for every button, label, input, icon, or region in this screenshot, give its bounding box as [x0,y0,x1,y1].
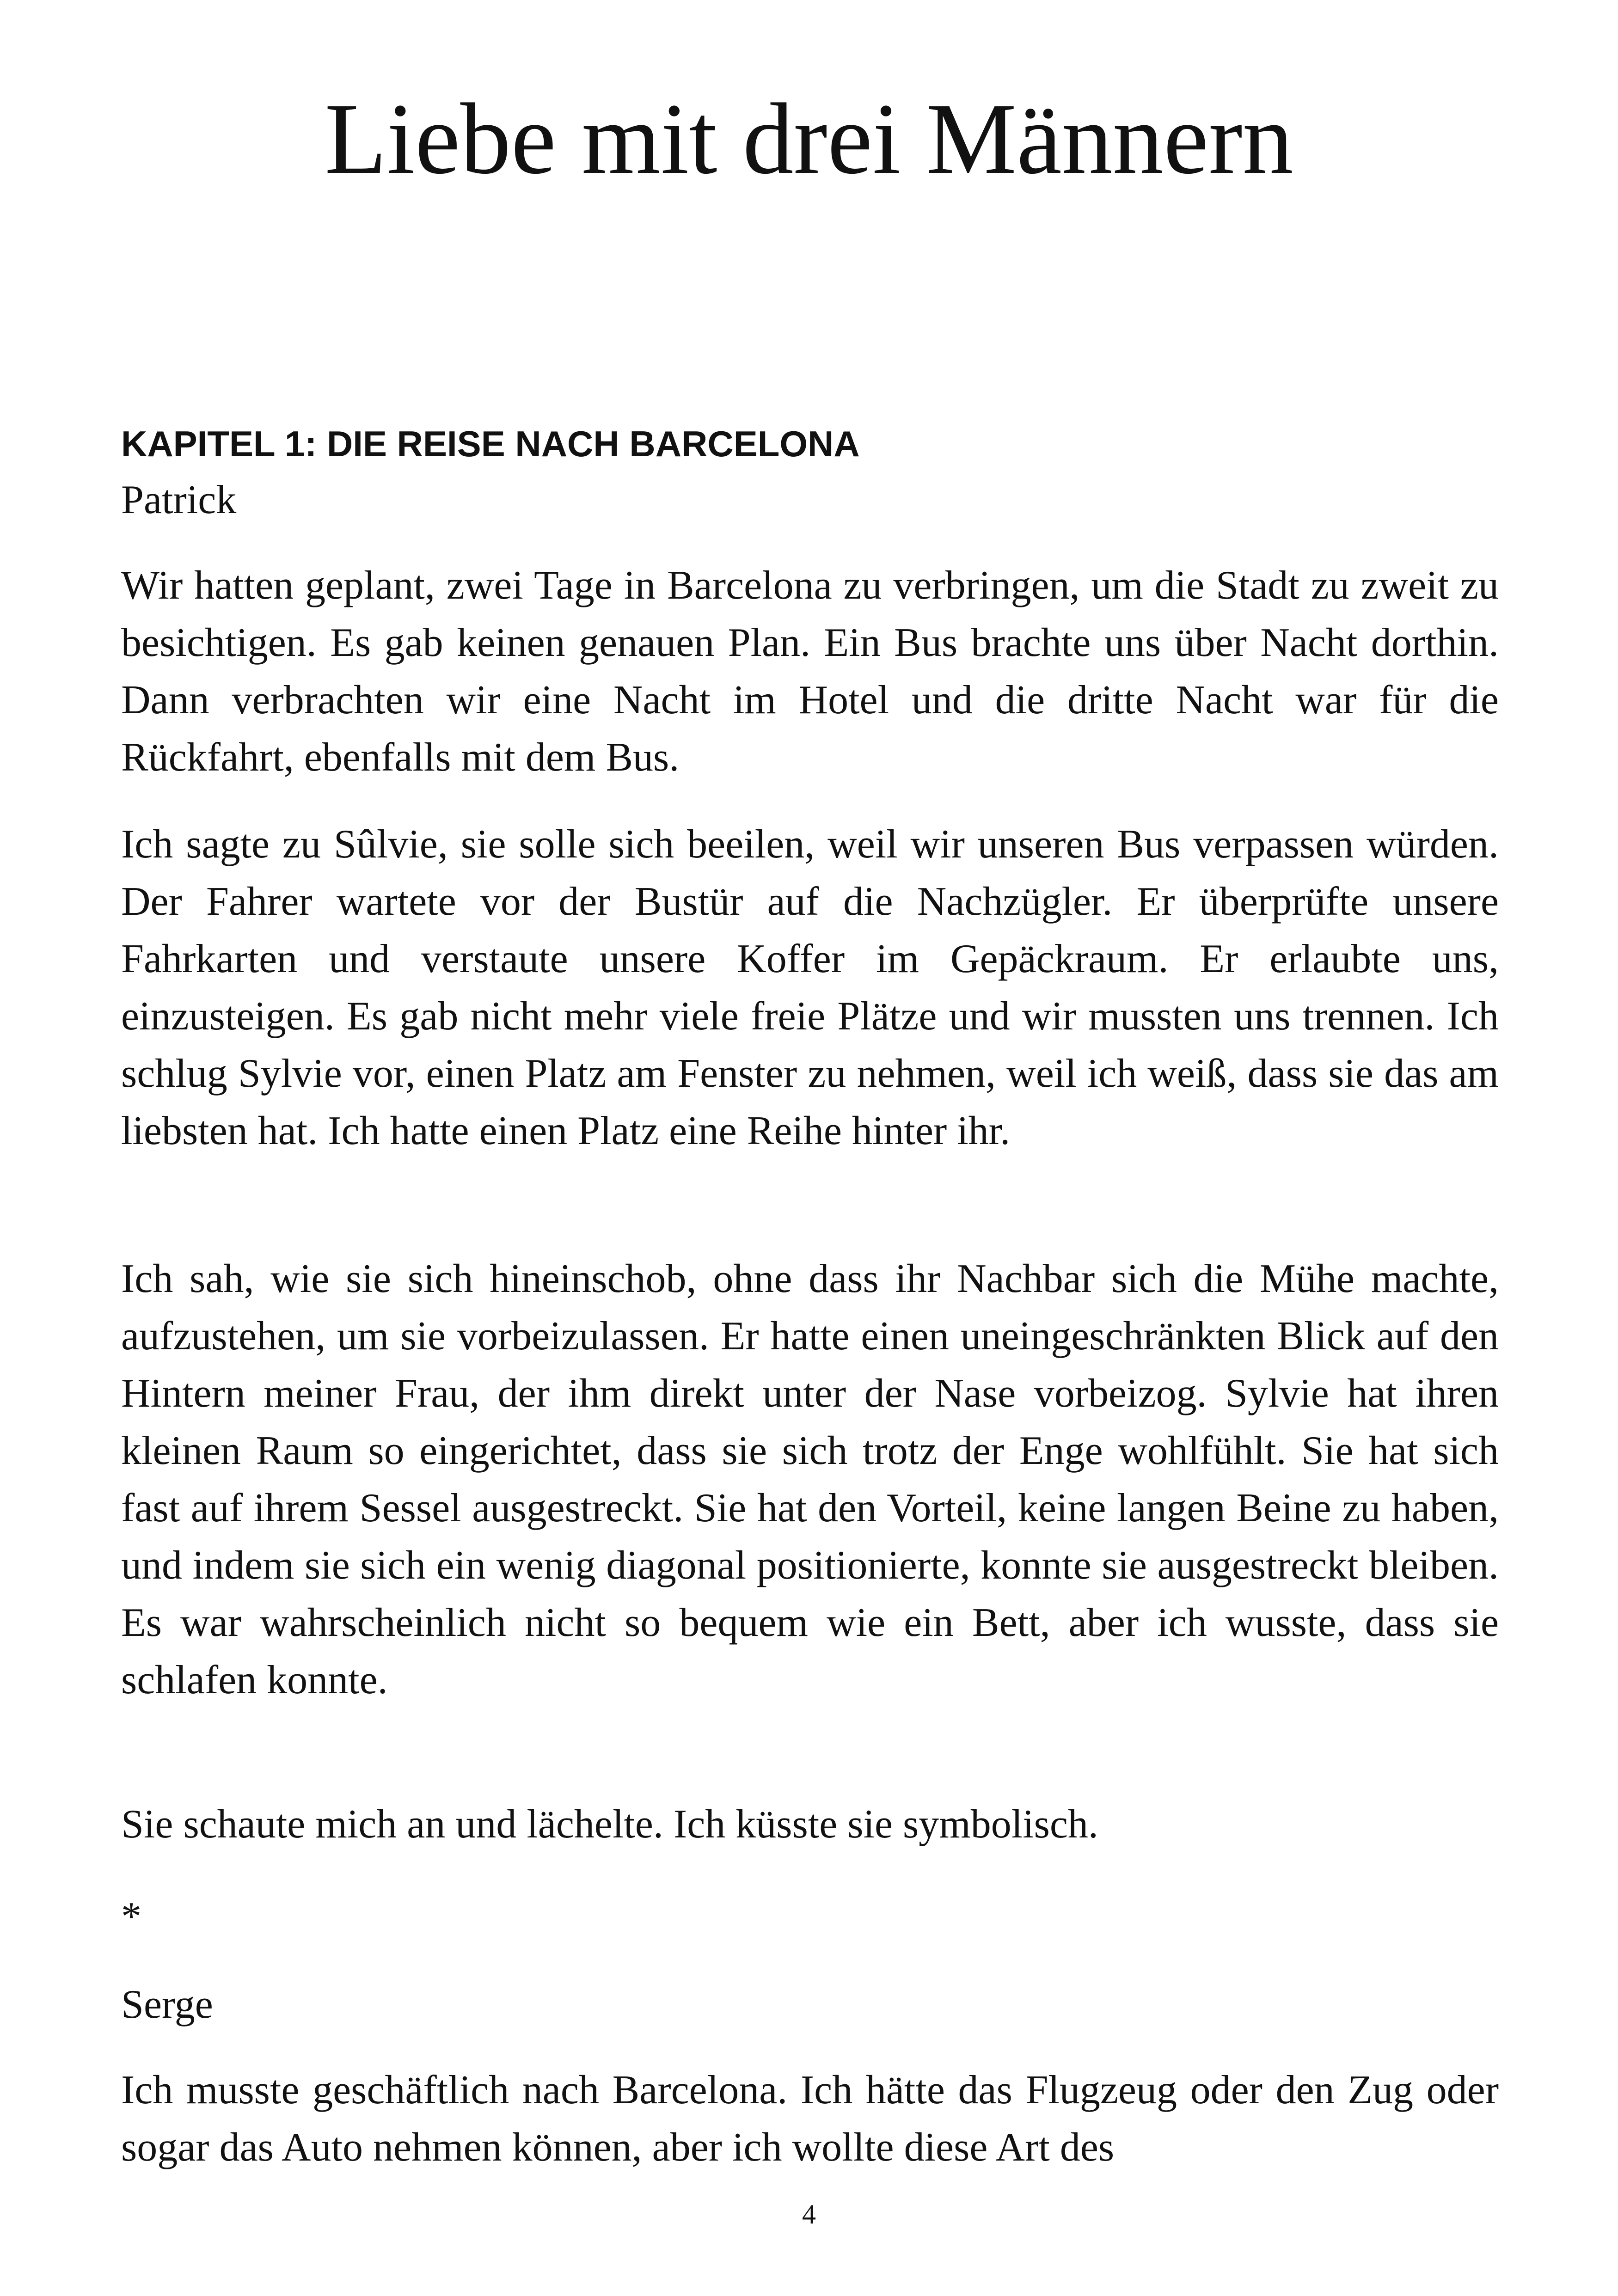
narrator-serge: Serge [121,1982,213,2027]
book-title: Liebe mit drei Männern [325,82,1293,195]
page-number: 4 [802,2199,816,2229]
paragraph-2: Ich sagte zu Sûlvie, sie solle sich beeilen, weil wir unseren Bus verpassen würden. Der Fahrer wartete vor der Bustür auf die Nachzügler. Er überprüfte unsere Fahrkarten und verstaute unsere Koffer im Gepäckraum. Er erlaubte uns, einzusteigen. Es gab nicht mehr viele freie Plätze und wir mussten uns trennen. Ich schlug Sylvie vor, einen Platz am Fenster zu nehmen, weil ich weiß, dass sie das am liebsten hat. Ich hatte einen Platz eine Reihe hinter ihr. [121,822,1499,1153]
scene-separator: * [121,1894,141,1939]
paragraph-5: Ich musste geschäftlich nach Barcelona. Ich hätte das Flugzeug oder den Zug oder sogar das Auto nehmen können, aber ich wollte diese Art des [121,2068,1499,2170]
narrator-patrick: Patrick [121,478,237,522]
paragraph-3: Ich sah, wie sie sich hineinschob, ohne dass ihr Nachbar sich die Mühe machte, aufzustehen, um sie vorbeizulassen. Er hatte einen uneingeschränkten Blick auf den Hintern meiner Frau, der ihm direkt unter der Nase vorbeizog. Sylvie hat ihren kleinen Raum so eingerichtet, dass sie sich trotz der Enge wohlfühlt. Sie hat sich fast auf ihrem Sessel ausgestreckt. Sie hat den Vorteil, keine langen Beine zu haben, und indem sie sich ein wenig diagonal positionierte, konnte sie ausgestreckt bleiben. Es war wahrscheinlich nicht so bequem wie ein Bett, aber ich wusste, dass sie schlafen konnte. [121,1256,1499,1702]
paragraph-4: Sie schaute mich an und lächelte. Ich küsste sie symbolisch. [121,1802,1098,1847]
chapter-heading: KAPITEL 1: DIE REISE NACH BARCELONA [121,423,860,464]
paragraph-1: Wir hatten geplant, zwei Tage in Barcelona zu verbringen, um die Stadt zu zweit zu besichtigen. Es gab keinen genauen Plan. Ein Bus brachte uns über Nacht dorthin. Dann verbrachten wir eine Nacht im Hotel und die dritte Nacht war für die Rückfahrt, ebenfalls mit dem Bus. [121,563,1499,780]
